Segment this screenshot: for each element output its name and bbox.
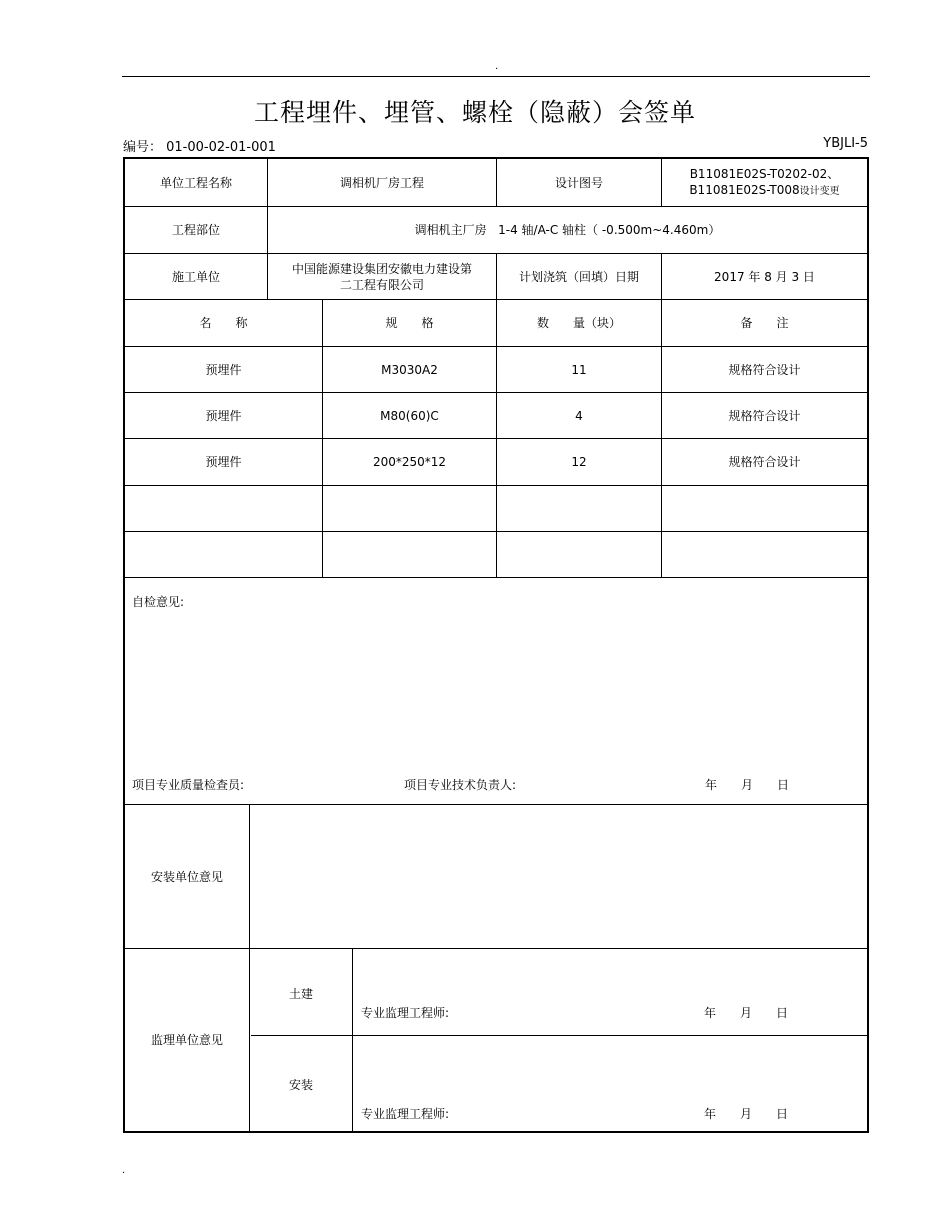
item-spec: 200*250*12 [372, 455, 447, 469]
quality-inspector-label: 项目专业质量检查员: [132, 778, 245, 792]
item-name: 预埋件 [205, 362, 242, 377]
contractor-value [268, 254, 496, 299]
contractor-line1: 中国能源建设集团安徽电力建设第 [291, 261, 472, 276]
column-header-quantity: 数 量（块） [536, 316, 621, 330]
item-quantity: 4 [575, 408, 583, 423]
drawing-no-code: B11081E02S-T008 [689, 182, 800, 197]
civil-label: 土建 [288, 987, 313, 1001]
civil-engineer-label: 专业监理工程师: [361, 1006, 450, 1020]
project-part-value: 调相机主厂房 1-4 轴/A-C 轴柱（ -0.500m~4.460m） [414, 223, 721, 237]
supervision-opinion-label: 监理单位意见 [150, 1033, 223, 1047]
installation-sign-date: 年 月 日 [704, 1107, 789, 1121]
drawing-no-line1: B11081E02S-T0202-02、 [689, 166, 840, 181]
item-name: 预埋件 [205, 408, 242, 423]
technical-lead-label: 项目专业技术负责人: [404, 778, 517, 792]
self-check-date: 年 月 日 [705, 778, 790, 792]
item-quantity: 12 [571, 455, 587, 469]
header-rule [122, 76, 870, 77]
unit-project-value: 调相机厂房工程 [339, 175, 424, 190]
item-quantity: 11 [571, 362, 587, 377]
column-header-remark: 备 注 [740, 316, 789, 330]
plan-date-value: 2017 年 8 月 3 日 [714, 269, 815, 284]
contractor-line2: 二工程有限公司 [339, 277, 424, 292]
item-remark: 规格符合设计 [728, 362, 801, 377]
drawing-no-note: 设计变更 [799, 185, 840, 197]
drawing-no-value [662, 159, 867, 206]
column-header-spec: 规 格 [385, 316, 434, 330]
item-name: 预埋件 [205, 455, 242, 469]
item-spec: M80(60)C [380, 408, 439, 423]
self-check-label: 自检意见: [132, 595, 185, 609]
footer-dot: . [122, 1165, 126, 1176]
item-remark: 规格符合设计 [728, 455, 801, 469]
installation-engineer-label: 专业监理工程师: [361, 1107, 450, 1121]
item-spec: M3030A2 [381, 362, 438, 377]
install-unit-opinion-label: 安装单位意见 [150, 869, 223, 884]
form-code: YBJLⅠ-5 [823, 136, 868, 151]
plan-date-label: 计划浇筑（回填）日期 [518, 269, 639, 284]
header-dot: . [495, 61, 499, 72]
contractor-label: 施工单位 [171, 269, 220, 284]
drawing-no-line2 [689, 182, 839, 200]
page-title: 工程埋件、埋管、螺栓（隐蔽）会签单 [253, 98, 696, 127]
drawing-no-label: 设计图号 [554, 175, 603, 190]
item-remark: 规格符合设计 [728, 408, 801, 423]
civil-sign-date: 年 月 日 [704, 1006, 789, 1020]
sign-off-form [123, 157, 869, 1133]
column-header-name: 名 称 [199, 316, 248, 330]
document-number: 编号： 01-00-02-01-001 [123, 140, 276, 155]
installation-label: 安装 [288, 1078, 313, 1092]
unit-project-label: 单位工程名称 [159, 175, 232, 190]
project-part-label: 工程部位 [171, 223, 220, 237]
